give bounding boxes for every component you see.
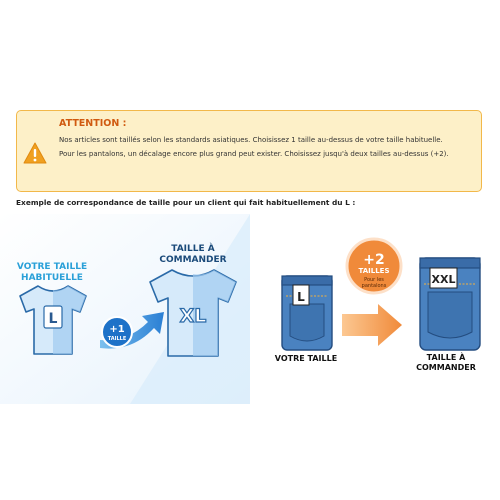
pants-badge-sub-2: pantalons — [361, 283, 387, 289]
pants-arrow-icon — [342, 304, 402, 346]
pants-current-label: VOTRE TAILLE — [274, 354, 338, 363]
pants-badge-value: +2 — [363, 252, 385, 268]
pants-current-size: L — [297, 290, 305, 304]
pants-target-label-2: COMMANDER — [416, 363, 476, 372]
pants-badge-sub-1: Pour les — [364, 277, 384, 283]
tshirt-target-label-1: TAILLE À — [171, 244, 215, 254]
warning-box — [16, 110, 482, 192]
tshirt-badge-text: TAILLE — [107, 336, 127, 342]
pants-badge-text: TAILLES — [358, 267, 390, 275]
tshirt-target-label-2: COMMANDER — [159, 255, 227, 265]
warning-line-2: Pour les pantalons, un décalage encore plus grand peut exister. Choisissez jusqu'à deux tailles au-dessus (+2). — [59, 150, 449, 158]
pants-size-example — [250, 214, 500, 404]
tshirt-badge-value: +1 — [109, 324, 125, 335]
tshirt-current-label-2: HABITUELLE — [21, 273, 83, 283]
warning-triangle-icon — [23, 142, 47, 164]
tshirt-current-label-1: VOTRE TAILLE — [16, 262, 88, 272]
tshirt-target-size: XL — [179, 305, 207, 327]
pants-target-label-1: TAILLE À — [426, 353, 466, 362]
tshirt-current-size: L — [48, 311, 58, 327]
warning-line-1: Nos articles sont taillés selon les standards asiatiques. Choisissez 1 taille au-dessus de votre taille habituelle. — [59, 136, 443, 144]
tshirt-size-example — [0, 214, 250, 404]
pants-current-icon — [282, 276, 332, 350]
warning-title: ATTENTION : — [59, 118, 127, 129]
pants-target-icon — [420, 258, 480, 350]
pants-target-size: XXL — [431, 273, 456, 286]
example-title: Exemple de correspondance de taille pour un client qui fait habituellement du L : — [16, 198, 356, 207]
